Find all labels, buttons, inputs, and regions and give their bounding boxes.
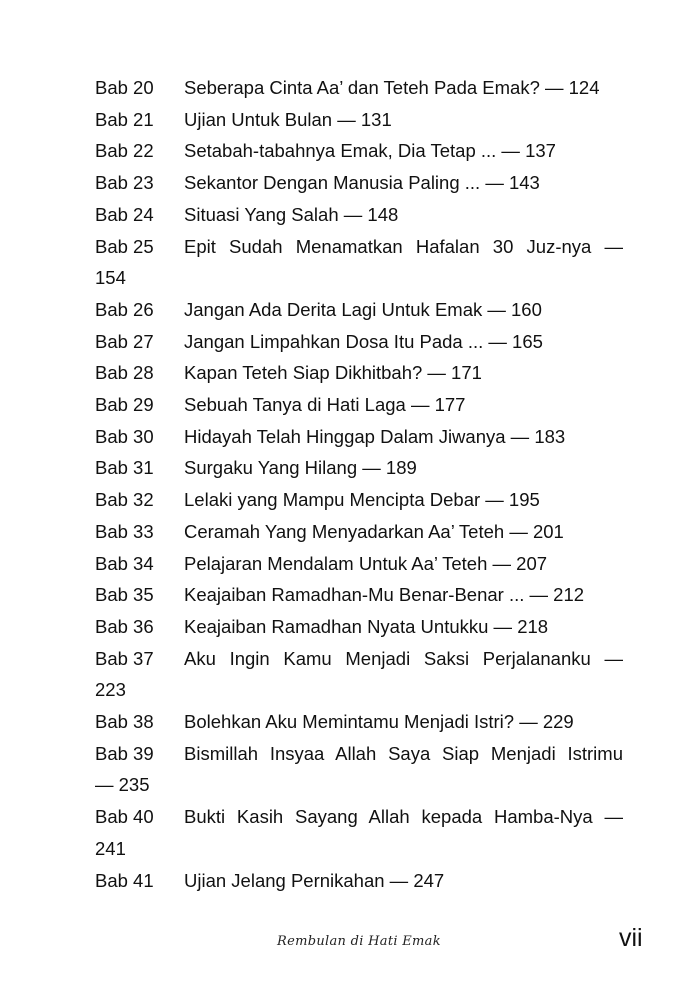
footer-book-title: Rembulan di Hati Emak <box>277 934 441 949</box>
toc-entry <box>95 72 623 104</box>
chapter-number: Bab 31 <box>95 457 154 479</box>
chapter-number: Bab 34 <box>95 552 154 574</box>
chapter-title: Bukti Kasih Sayang Allah kepada Hamba-Nya — <box>184 806 623 828</box>
chapter-title-continuation: 241 <box>95 837 126 859</box>
chapter-title: Jangan Ada Derita Lagi Untuk Emak — 160 <box>184 298 542 320</box>
chapter-title: Ujian Untuk Bulan — 131 <box>184 108 392 130</box>
toc-entry <box>95 167 623 199</box>
chapter-title-continuation: 154 <box>95 267 126 289</box>
chapter-title: Kapan Teteh Siap Dikhitbah? — 171 <box>184 362 482 384</box>
chapter-title: Ujian Jelang Pernikahan — 247 <box>184 869 445 891</box>
chapter-number: Bab 30 <box>95 425 154 447</box>
chapter-number: Bab 25 <box>95 235 154 257</box>
chapter-title: Bismillah Insyaa Allah Saya Siap Menjadi Istrimu <box>184 742 623 764</box>
chapter-number: Bab 35 <box>95 584 154 606</box>
toc-entry <box>95 452 623 484</box>
chapter-title: Sekantor Dengan Manusia Paling ... — 143 <box>184 172 540 194</box>
chapter-number: Bab 38 <box>95 711 154 733</box>
chapter-number: Bab 40 <box>95 806 154 828</box>
chapter-number: Bab 20 <box>95 77 154 98</box>
chapter-number: Bab 33 <box>95 520 154 542</box>
chapter-title: Seberapa Cinta Aa’ dan Teteh Pada Emak? — 124 <box>184 77 600 98</box>
chapter-number: Bab 24 <box>95 203 154 225</box>
toc-entry <box>95 548 623 580</box>
chapter-title: Epit Sudah Menamatkan Hafalan 30 Juz-nya — <box>184 235 623 257</box>
chapter-number: Bab 39 <box>95 742 154 764</box>
chapter-number: Bab 29 <box>95 394 154 416</box>
chapter-number: Bab 28 <box>95 362 154 384</box>
chapter-title: Hidayah Telah Hinggap Dalam Jiwanya — 183 <box>184 425 566 447</box>
chapter-title-continuation: 223 <box>95 679 126 701</box>
chapter-number: Bab 26 <box>95 298 154 320</box>
chapter-number: Bab 27 <box>95 330 154 352</box>
chapter-title: Lelaki yang Mampu Mencipta Debar — 195 <box>184 489 540 511</box>
chapter-title: Keajaiban Ramadhan Nyata Untukku — 218 <box>184 615 549 637</box>
toc-entry <box>95 294 623 326</box>
chapter-title: Setabah-tabahnya Emak, Dia Tetap ... — 137 <box>184 140 556 162</box>
chapter-title: Bolehkan Aku Memintamu Menjadi Istri? — 229 <box>184 711 574 733</box>
toc-entry <box>95 104 623 136</box>
chapter-number: Bab 23 <box>95 172 154 194</box>
chapter-number: Bab 22 <box>95 140 154 162</box>
chapter-number: Bab 41 <box>95 869 154 891</box>
toc-entry <box>95 738 623 770</box>
chapter-title: Aku Ingin Kamu Menjadi Saksi Perjalananku — <box>184 647 623 669</box>
toc-entry <box>95 421 623 453</box>
toc-entry <box>95 231 623 263</box>
toc-entry <box>95 389 623 421</box>
toc-entry <box>95 199 623 231</box>
chapter-title: Situasi Yang Salah — 148 <box>184 203 399 225</box>
table-of-contents <box>95 72 623 896</box>
toc-entry <box>95 706 623 738</box>
page-number: vii <box>619 924 643 952</box>
toc-entry <box>95 801 623 833</box>
chapter-number: Bab 36 <box>95 615 154 637</box>
chapter-title: Jangan Limpahkan Dosa Itu Pada ... — 165 <box>184 330 543 352</box>
chapter-title-continuation: — 235 <box>95 774 150 796</box>
toc-entry <box>95 579 623 611</box>
toc-entry <box>95 516 623 548</box>
toc-entry <box>95 643 623 675</box>
toc-entry <box>95 484 623 516</box>
toc-entry <box>95 326 623 358</box>
chapter-title: Pelajaran Mendalam Untuk Aa’ Teteh — 207 <box>184 552 548 574</box>
toc-entry <box>95 611 623 643</box>
chapter-title: Surgaku Yang Hilang — 189 <box>184 457 417 479</box>
chapter-number: Bab 37 <box>95 647 154 669</box>
toc-entry <box>95 135 623 167</box>
chapter-title: Keajaiban Ramadhan-Mu Benar-Benar ... — 212 <box>184 584 585 606</box>
chapter-title: Sebuah Tanya di Hati Laga — 177 <box>184 394 466 416</box>
toc-entry <box>95 865 623 897</box>
chapter-number: Bab 21 <box>95 108 154 130</box>
chapter-title: Ceramah Yang Menyadarkan Aa’ Teteh — 201 <box>184 520 564 542</box>
toc-entry <box>95 357 623 389</box>
chapter-number: Bab 32 <box>95 489 154 511</box>
